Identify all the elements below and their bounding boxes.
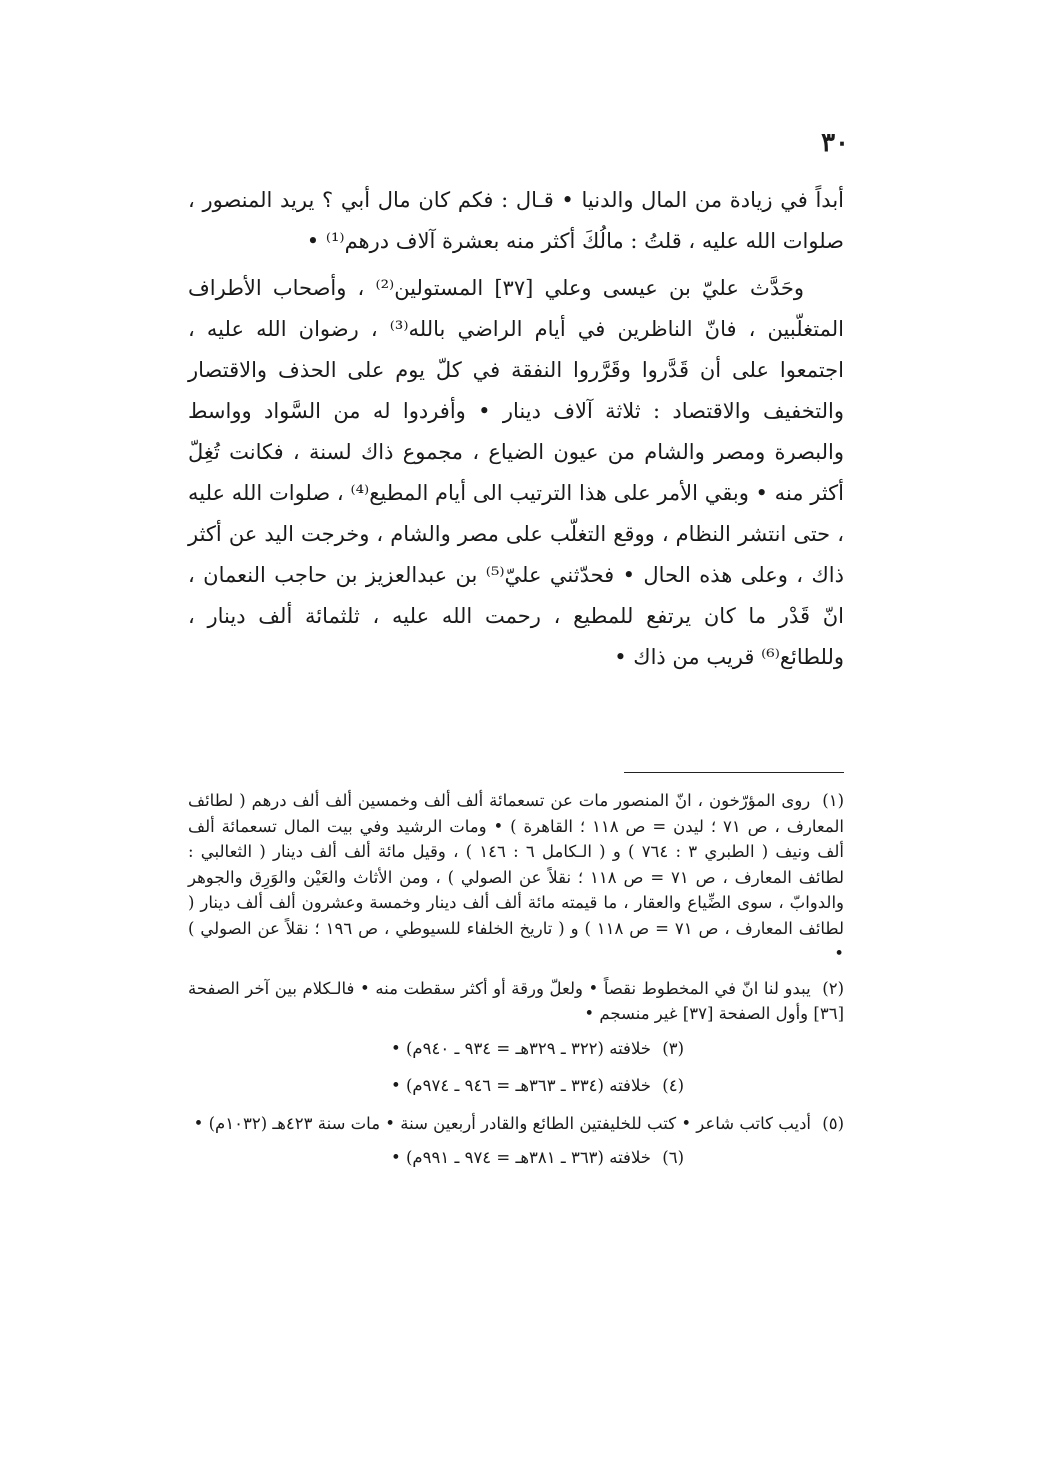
footnote-4 bbox=[188, 1073, 844, 1099]
footnote-number: (٣) bbox=[662, 1038, 684, 1058]
footnote-text: روى المؤرّخون ، انّ المنصور مات عن تسعمائة ألف ألف وخمسين ألف ألف درهم ( لطائف المعارف ، ص ٧١ ؛ ليدن = ص ١١٨ ؛ القاهرة ) • ومات الرشيد وفي بيت المال تسعمائة ألف ألف ونيف ( الطبري ٣ : ٧٦٤ ) و ( الـكامل ٦ : ١٤٦ ) ، وقيل مائة ألف ألف دينار ( الثعالبي : لطائف المعارف ، ص ٧١ = ص ١١٨ ؛ نقلاً عن الصولي ) ، ومن الأثاث والعَيْن والوَرِق والجوهر والدوابّ ، سوى الضِّياع والعقار ، ما قيمته مائة ألف ألف دينار وخمسة وعشرون ألف ألف دينار ( لطائف المعارف ، ص ٧١ = ص ١١٨ ) و ( تاريخ الخلفاء للسيوطي ، ص ١٩٦ ؛ نقلاً عن الصولي ) • bbox=[188, 791, 845, 963]
footnote-text: أديب كاتب شاعر • كتب للخليفتين الطائع والقادر أربعين سنة • مات سنة ٤٢٣هـ (١٠٣٢م) • bbox=[193, 1113, 811, 1133]
footnote-1 bbox=[188, 788, 844, 967]
footnotes bbox=[188, 788, 844, 1183]
footnote-text: يبدو لنا انّ في المخطوط نقصاً • ولعلّ ورقة أو أكثر سقطت منه • فالـكلام بين آخر الصفحة [٣٦] وأول الصفحة [٣٧] غير منسجم • bbox=[188, 978, 844, 1023]
footnote-number: (٤) bbox=[662, 1076, 684, 1095]
footnote-5 bbox=[188, 1111, 844, 1137]
footnote-text: خلافته (٣٦٣ ـ ٣٨١هـ = ٩٧٤ ـ ٩٩١م) • bbox=[391, 1148, 651, 1167]
paragraph-2: وحَدَّث عليّ بن عيسى وعلي [٣٧] المستولين⁽²⁾ ، وأصحاب الأطراف المتغلّبين ، فانّ الناظرين في أيام الراضي بالله⁽³⁾ ، رضوان الله عليه ، اجتمعوا على أن قَدَّروا وقَرَّروا النفقة في كلّ يوم على الحذف والاقتصار والتخفيف والاقتصاد : ثلاثة آلاف دينار • وأفردوا له من السَّواد وواسط والبصرة ومصر والشام من عيون الضياع ، مجموع ذاك لسنة ، فكانت تُغِلّ أكثر منه • وبقي الأمر على هذا الترتيب الى أيام المطيع⁽⁴⁾ ، صلوات الله عليه ، حتى انتشر النظام ، ووقع التغلّب على مصر والشام ، وخرجت اليد عن أكثر ذاك ، وعلى هذه الحال • فحدّثني عليّ⁽⁵⁾ بن عبدالعزيز بن حاجب النعمان ، انّ قَدْر ما كان يرتفع للمطيع ، رحمت الله عليه ، ثلثمائة ألف دينار ، وللطائع⁽⁶⁾ قريب من ذاك • bbox=[188, 276, 844, 669]
footnote-number: (٥) bbox=[822, 1113, 844, 1133]
footnote-2 bbox=[188, 976, 844, 1027]
footnote-separator-line bbox=[624, 772, 844, 773]
footnote-text: خلافته (٣٢٢ ـ ٣٢٩هـ = ٩٣٤ ـ ٩٤٠م) • bbox=[391, 1038, 651, 1058]
footnote-text: خلافته (٣٣٤ ـ ٣٦٣هـ = ٩٤٦ ـ ٩٧٤م) • bbox=[391, 1076, 651, 1095]
footnote-6 bbox=[188, 1145, 844, 1171]
page-number: ٣٠ bbox=[821, 128, 849, 158]
main-text bbox=[188, 180, 844, 678]
footnote-number: (٢) bbox=[822, 978, 844, 998]
footnote-number: (٦) bbox=[662, 1148, 684, 1167]
paragraph-1: أبداً في زيادة من المال والدنيا • قـال : فكم كان مال أبي ؟ يريد المنصور ، صلوات الله عليه ، قلتُ : مالُكَ أكثر منه بعشرة آلاف درهم⁽¹⁾ • bbox=[188, 188, 844, 253]
footnote-number: (١) bbox=[822, 791, 844, 810]
footnote-3 bbox=[188, 1036, 844, 1062]
